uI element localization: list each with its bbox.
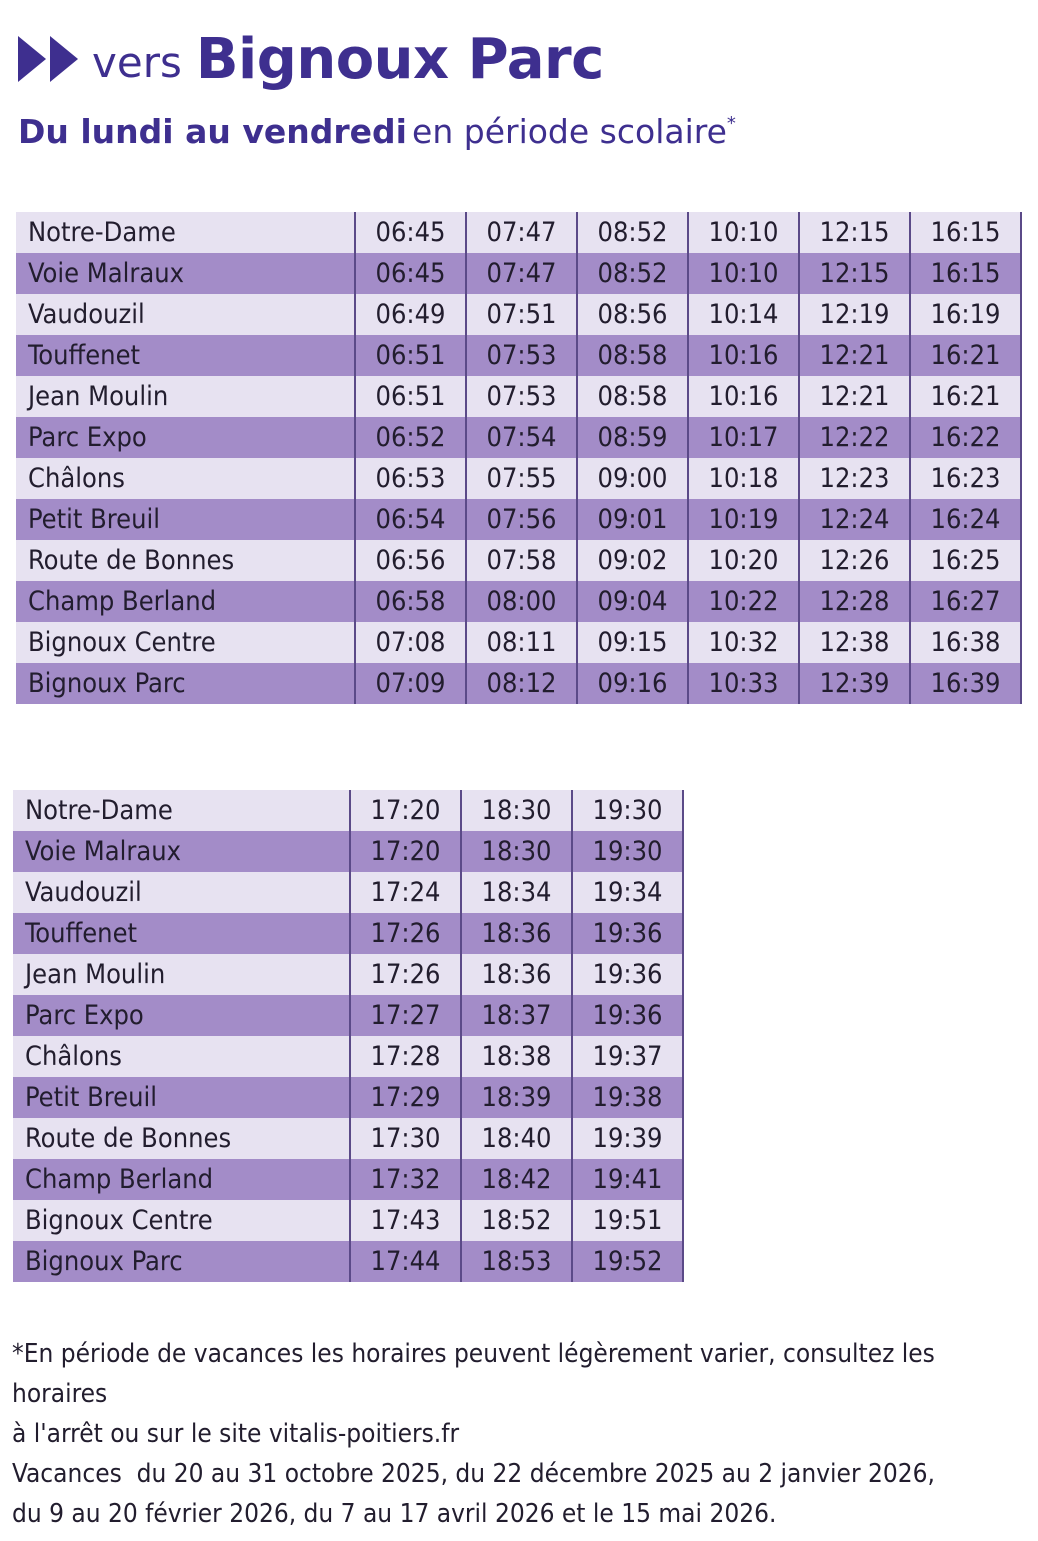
timetable-body: [16, 212, 1021, 704]
departure-time: 08:11: [466, 622, 577, 663]
departure-time: 16:21: [910, 335, 1021, 376]
timetable-evening: [13, 790, 684, 1282]
destination-title: Bignoux Parc: [195, 27, 604, 92]
departure-time: 06:45: [355, 212, 466, 253]
stop-name: Petit Breuil: [13, 1077, 350, 1118]
timetable-row: [16, 335, 1021, 376]
departure-time: 10:10: [688, 253, 799, 294]
departure-time: 17:30: [350, 1118, 461, 1159]
departure-time: 06:49: [355, 294, 466, 335]
timetable-row: [16, 581, 1021, 622]
timetable-row: [13, 790, 683, 831]
departure-time: 16:15: [910, 253, 1021, 294]
departure-time: 07:55: [466, 458, 577, 499]
departure-time: 18:53: [461, 1241, 572, 1282]
departure-time: 19:36: [572, 995, 683, 1036]
departure-time: 16:22: [910, 417, 1021, 458]
timetable-row: [16, 663, 1021, 704]
departure-time: 16:23: [910, 458, 1021, 499]
departure-time: 18:52: [461, 1200, 572, 1241]
vers-label: vers: [92, 38, 182, 87]
departure-time: 07:08: [355, 622, 466, 663]
departure-time: 18:42: [461, 1159, 572, 1200]
stop-name: Parc Expo: [16, 417, 355, 458]
departure-time: 12:21: [799, 376, 910, 417]
header: [18, 22, 1018, 151]
stop-name: Châlons: [13, 1036, 350, 1077]
stop-name: Voie Malraux: [16, 253, 355, 294]
timetable-row: [13, 995, 683, 1036]
stop-name: Jean Moulin: [16, 376, 355, 417]
departure-time: 16:19: [910, 294, 1021, 335]
departure-time: 12:15: [799, 253, 910, 294]
departure-time: 07:53: [466, 335, 577, 376]
timetable-row: [16, 540, 1021, 581]
departure-time: 09:15: [577, 622, 688, 663]
departure-time: 19:30: [572, 790, 683, 831]
timetable-row: [13, 913, 683, 954]
departure-time: 07:53: [466, 376, 577, 417]
departure-time: 16:27: [910, 581, 1021, 622]
departure-time: 17:27: [350, 995, 461, 1036]
departure-time: 12:39: [799, 663, 910, 704]
stop-name: Bignoux Centre: [13, 1200, 350, 1241]
stop-name: Touffenet: [16, 335, 355, 376]
stop-name: Champ Berland: [13, 1159, 350, 1200]
departure-time: 07:51: [466, 294, 577, 335]
departure-time: 08:59: [577, 417, 688, 458]
stop-name: Voie Malraux: [13, 831, 350, 872]
departure-time: 10:14: [688, 294, 799, 335]
departure-time: 19:34: [572, 872, 683, 913]
timetable-morning: [16, 212, 1022, 704]
departure-time: 07:54: [466, 417, 577, 458]
stop-name: Jean Moulin: [13, 954, 350, 995]
timetable-row: [13, 954, 683, 995]
departure-time: 10:20: [688, 540, 799, 581]
subtitle-days: Du lundi au vendredi: [18, 112, 407, 151]
departure-time: 06:51: [355, 335, 466, 376]
departure-time: 17:26: [350, 913, 461, 954]
departure-time: 10:16: [688, 335, 799, 376]
departure-time: 17:20: [350, 790, 461, 831]
footnote-line: *En période de vacances les horaires peuvent légèrement varier, consultez les horaires: [12, 1339, 935, 1409]
stop-name: Vaudouzil: [16, 294, 355, 335]
departure-time: 18:39: [461, 1077, 572, 1118]
departure-time: 17:32: [350, 1159, 461, 1200]
footnote-line: Vacances du 20 au 31 octobre 2025, du 22 décembre 2025 au 2 janvier 2026,: [12, 1459, 935, 1489]
departure-time: 09:02: [577, 540, 688, 581]
departure-time: 16:38: [910, 622, 1021, 663]
timetable-row: [16, 294, 1021, 335]
departure-time: 08:52: [577, 253, 688, 294]
footnote-line: à l'arrêt ou sur le site vitalis-poitiers.fr: [12, 1419, 460, 1449]
departure-time: 07:47: [466, 253, 577, 294]
subtitle-asterisk: *: [726, 113, 736, 134]
departure-time: 17:26: [350, 954, 461, 995]
departure-time: 06:58: [355, 581, 466, 622]
departure-time: 16:25: [910, 540, 1021, 581]
departure-time: 09:01: [577, 499, 688, 540]
departure-time: 06:52: [355, 417, 466, 458]
departure-time: 12:22: [799, 417, 910, 458]
stop-name: Parc Expo: [13, 995, 350, 1036]
departure-time: 12:21: [799, 335, 910, 376]
departure-time: 19:41: [572, 1159, 683, 1200]
departure-time: 17:20: [350, 831, 461, 872]
departure-time: 18:37: [461, 995, 572, 1036]
departure-time: 07:09: [355, 663, 466, 704]
timetable-row: [16, 212, 1021, 253]
stop-name: Route de Bonnes: [13, 1118, 350, 1159]
departure-time: 08:58: [577, 376, 688, 417]
departure-time: 16:21: [910, 376, 1021, 417]
timetable-row: [13, 1241, 683, 1282]
departure-time: 10:19: [688, 499, 799, 540]
departure-time: 09:00: [577, 458, 688, 499]
stop-name: Châlons: [16, 458, 355, 499]
timetable-row: [16, 499, 1021, 540]
departure-time: 06:45: [355, 253, 466, 294]
departure-time: 09:04: [577, 581, 688, 622]
stop-name: Bignoux Parc: [13, 1241, 350, 1282]
stop-name: Champ Berland: [16, 581, 355, 622]
departure-time: 08:00: [466, 581, 577, 622]
departure-time: 19:38: [572, 1077, 683, 1118]
stop-name: Petit Breuil: [16, 499, 355, 540]
departure-time: 19:36: [572, 913, 683, 954]
departure-time: 08:58: [577, 335, 688, 376]
departure-time: 10:18: [688, 458, 799, 499]
departure-time: 08:12: [466, 663, 577, 704]
departure-time: 17:28: [350, 1036, 461, 1077]
footnote: [12, 1334, 1022, 1534]
timetable-row: [13, 872, 683, 913]
departure-time: 06:53: [355, 458, 466, 499]
stop-name: Notre-Dame: [13, 790, 350, 831]
stop-name: Vaudouzil: [13, 872, 350, 913]
departure-time: 12:23: [799, 458, 910, 499]
stop-name: Touffenet: [13, 913, 350, 954]
departure-time: 12:26: [799, 540, 910, 581]
title-line: [18, 22, 1018, 92]
departure-time: 17:43: [350, 1200, 461, 1241]
departure-time: 12:38: [799, 622, 910, 663]
timetable-row: [13, 1200, 683, 1241]
departure-time: 19:37: [572, 1036, 683, 1077]
departure-time: 18:40: [461, 1118, 572, 1159]
departure-time: 19:39: [572, 1118, 683, 1159]
departure-time: 10:22: [688, 581, 799, 622]
departure-time: 08:56: [577, 294, 688, 335]
timetable-row: [13, 1036, 683, 1077]
departure-time: 06:54: [355, 499, 466, 540]
departure-time: 19:30: [572, 831, 683, 872]
departure-time: 10:33: [688, 663, 799, 704]
departure-time: 12:28: [799, 581, 910, 622]
footnote-line: du 9 au 20 février 2026, du 7 au 17 avril 2026 et le 15 mai 2026.: [12, 1499, 777, 1529]
departure-time: 10:32: [688, 622, 799, 663]
departure-time: 16:39: [910, 663, 1021, 704]
departure-time: 12:19: [799, 294, 910, 335]
timetable-row: [13, 1159, 683, 1200]
stop-name: Bignoux Centre: [16, 622, 355, 663]
stop-name: Route de Bonnes: [16, 540, 355, 581]
double-chevron-right-icon: [18, 36, 80, 82]
timetable-row: [16, 376, 1021, 417]
departure-time: 18:30: [461, 831, 572, 872]
departure-time: 18:36: [461, 913, 572, 954]
departure-time: 18:36: [461, 954, 572, 995]
timetable-row: [16, 417, 1021, 458]
timetable-row: [16, 622, 1021, 663]
subtitle: [18, 112, 1018, 151]
timetable-row: [16, 458, 1021, 499]
departure-time: 16:24: [910, 499, 1021, 540]
stop-name: Bignoux Parc: [16, 663, 355, 704]
timetable-row: [13, 1077, 683, 1118]
departure-time: 08:52: [577, 212, 688, 253]
departure-time: 19:52: [572, 1241, 683, 1282]
timetable-row: [16, 253, 1021, 294]
subtitle-period: en période scolaire: [412, 112, 727, 151]
timetable-row: [13, 1118, 683, 1159]
departure-time: 18:34: [461, 872, 572, 913]
departure-time: 12:15: [799, 212, 910, 253]
departure-time: 10:10: [688, 212, 799, 253]
departure-time: 18:30: [461, 790, 572, 831]
departure-time: 07:58: [466, 540, 577, 581]
departure-time: 10:17: [688, 417, 799, 458]
departure-time: 17:29: [350, 1077, 461, 1118]
departure-time: 12:24: [799, 499, 910, 540]
departure-time: 06:56: [355, 540, 466, 581]
departure-time: 18:38: [461, 1036, 572, 1077]
stop-name: Notre-Dame: [16, 212, 355, 253]
departure-time: 17:24: [350, 872, 461, 913]
timetable-body: [13, 790, 683, 1282]
departure-time: 19:51: [572, 1200, 683, 1241]
departure-time: 10:16: [688, 376, 799, 417]
departure-time: 16:15: [910, 212, 1021, 253]
departure-time: 09:16: [577, 663, 688, 704]
departure-time: 06:51: [355, 376, 466, 417]
timetable-row: [13, 831, 683, 872]
departure-time: 19:36: [572, 954, 683, 995]
departure-time: 07:56: [466, 499, 577, 540]
departure-time: 07:47: [466, 212, 577, 253]
departure-time: 17:44: [350, 1241, 461, 1282]
